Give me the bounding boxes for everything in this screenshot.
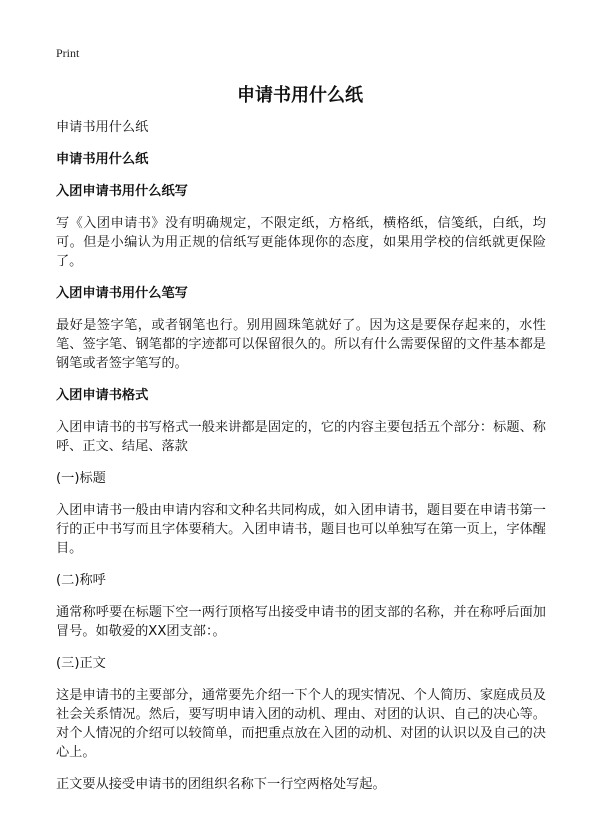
subsection-label: (二)称呼	[56, 573, 106, 588]
section-heading: 入团申请书用什么纸写	[56, 184, 188, 199]
page-title: 申请书用什么纸	[237, 85, 363, 106]
paragraph: 通常称呼要在标题下空一两行顶格写出接受申请书的团支部的名称，并在称呼后面加冒号。如敬爱的XX团支部：。	[56, 605, 546, 639]
section-heading: 入团申请书格式	[56, 388, 149, 403]
paragraph: 写《入团申请书》没有明确规定，不限定纸，方格纸，横格纸，信笺纸，白纸，均可。但是小编认为用正规的信纸写更能体现你的态度，如果用学校的信纸就更保险了。	[56, 216, 546, 269]
article-body	[56, 118, 546, 807]
section-heading: 入团申请书用什么笔写	[56, 286, 188, 301]
section-heading: 申请书用什么纸	[56, 152, 149, 167]
print-link[interactable]: Print	[56, 46, 80, 60]
subsection-label: (三)正文	[56, 656, 106, 671]
paragraph: 最好是签字笔，或者钢笔也行。别用圆珠笔就好了。因为这是要保存起来的，水性笔、签字笔、钢笔都的字迹都可以保留很久的。所以有什么需要保留的文件基本都是钢笔或者签字笔写的。	[56, 318, 546, 371]
paragraph: 这是申请书的主要部分，通常要先介绍一下个人的现实情况、个人简历、家庭成员及社会关系情况。然后，要写明申请入团的动机、理由、对团的认识、自己的决心等。对个人情况的介绍可以较简单，而把重点放在入团的动机、对团的认识以及自己的决心上。	[56, 688, 546, 760]
subsection-label: (一)标题	[56, 471, 106, 486]
paragraph: 入团申请书一般由申请内容和文种名共同构成，如入团申请书，题目要在申请书第一行的正中书写而且字体要稍大。入团申请书，题目也可以单独写在第一页上，字体醒目。	[56, 503, 546, 556]
paragraph: 入团申请书的书写格式一般来讲都是固定的，它的内容主要包括五个部分：标题、称呼、正文、结尾、落款	[56, 420, 546, 454]
paragraph: 正文要从接受申请书的团组织名称下一行空两格处写起。	[56, 777, 386, 792]
intro-text: 申请书用什么纸	[56, 120, 149, 135]
